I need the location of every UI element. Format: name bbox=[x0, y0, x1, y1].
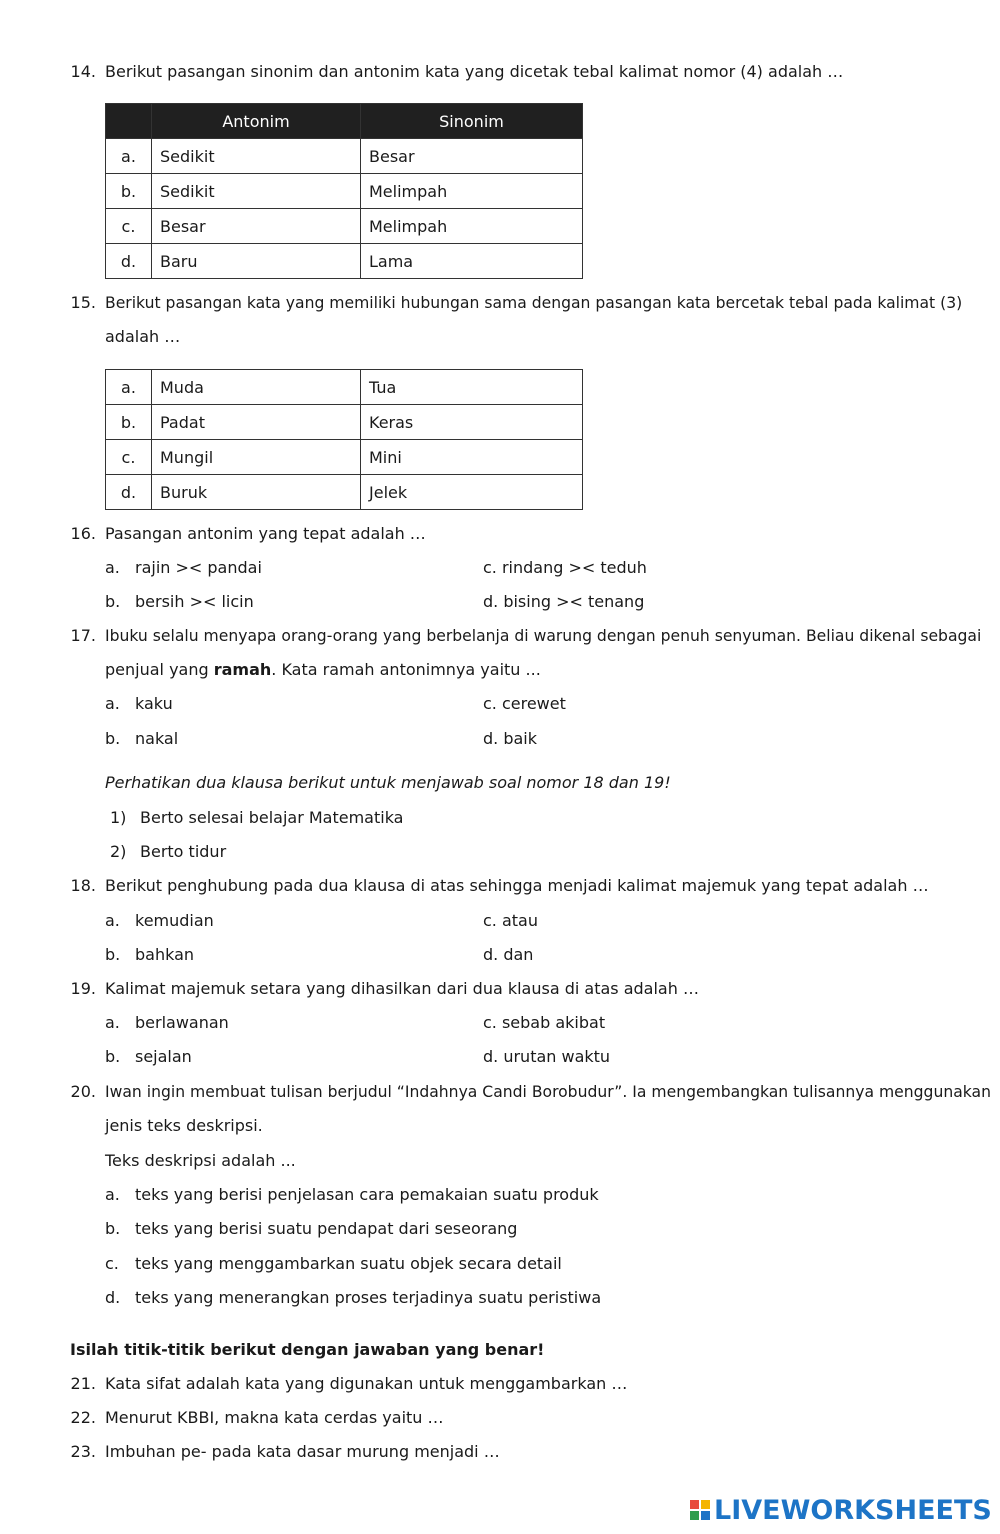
q18-option-c[interactable]: c. atau bbox=[483, 911, 538, 930]
clause-2-text: Berto tidur bbox=[140, 842, 227, 861]
q17-number: 17. bbox=[70, 626, 96, 645]
q17-line2-post: . Kata ramah antonimnya yaitu ... bbox=[271, 660, 541, 679]
option-antonim: Sedikit bbox=[152, 139, 361, 174]
q23-text: Imbuhan pe- pada kata dasar murung menjadi … bbox=[105, 1442, 500, 1461]
q15-table bbox=[105, 369, 583, 510]
option-letter: a. bbox=[106, 139, 152, 174]
q17-option-a-letter: a. bbox=[105, 694, 120, 713]
q14-number: 14. bbox=[70, 62, 96, 81]
option-letter: c. bbox=[106, 440, 152, 475]
q16-text: Pasangan antonim yang tepat adalah … bbox=[105, 524, 426, 543]
q18-option-a-letter: a. bbox=[105, 911, 120, 930]
fill-heading: Isilah titik-titik berikut dengan jawaban yang benar! bbox=[70, 1340, 545, 1359]
q18-option-b[interactable]: bahkan bbox=[135, 945, 195, 964]
clause-2-number: 2) bbox=[110, 842, 127, 861]
q18-number: 18. bbox=[70, 876, 96, 895]
q19-option-b[interactable]: sejalan bbox=[135, 1047, 192, 1066]
q17-text-line2 bbox=[105, 660, 541, 680]
q14-option-b[interactable] bbox=[106, 174, 583, 209]
logo-text: LIVEWORKSHEETS bbox=[714, 1494, 992, 1526]
option-word-1: Padat bbox=[152, 405, 361, 440]
q18-option-a[interactable]: kemudian bbox=[135, 911, 214, 930]
option-word-1: Mungil bbox=[152, 440, 361, 475]
q16-option-a[interactable]: rajin >< pandai bbox=[135, 558, 262, 577]
option-antonim: Baru bbox=[152, 244, 361, 279]
q21-text: Kata sifat adalah kata yang digunakan untuk menggambarkan … bbox=[105, 1374, 628, 1393]
q18-option-d[interactable]: d. dan bbox=[483, 945, 534, 964]
q17-option-b[interactable]: nakal bbox=[135, 729, 179, 748]
q16-option-b-letter: b. bbox=[105, 592, 121, 611]
option-antonim: Sedikit bbox=[152, 174, 361, 209]
q14-header-empty bbox=[106, 104, 152, 139]
q16-option-a-letter: a. bbox=[105, 558, 120, 577]
option-letter: d. bbox=[106, 475, 152, 510]
q14-text: Berikut pasangan sinonim dan antonim kata yang dicetak tebal kalimat nomor (4) adalah … bbox=[105, 62, 844, 81]
q19-text: Kalimat majemuk setara yang dihasilkan dari dua klausa di atas adalah … bbox=[105, 979, 699, 998]
q18-option-b-letter: b. bbox=[105, 945, 121, 964]
q22-number: 22. bbox=[70, 1408, 96, 1427]
q20-option-d-letter: d. bbox=[105, 1288, 121, 1307]
q15-option-c[interactable] bbox=[106, 440, 583, 475]
option-sinonim: Besar bbox=[361, 139, 583, 174]
q17-option-c[interactable]: c. cerewet bbox=[483, 694, 566, 713]
q20-option-b-letter: b. bbox=[105, 1219, 121, 1238]
q20-text-line3: Teks deskripsi adalah ... bbox=[105, 1151, 296, 1170]
q20-option-c[interactable]: teks yang menggambarkan suatu objek secara detail bbox=[135, 1254, 562, 1273]
option-word-2: Keras bbox=[361, 405, 583, 440]
q19-option-a-letter: a. bbox=[105, 1013, 120, 1032]
q14-table bbox=[105, 103, 583, 279]
q15-text-line1: Berikut pasangan kata yang memiliki hubungan sama dengan pasangan kata bercetak tebal pada kalimat (3) bbox=[105, 294, 963, 312]
q16-option-b[interactable]: bersih >< licin bbox=[135, 592, 254, 611]
q14-option-d[interactable] bbox=[106, 244, 583, 279]
q20-number: 20. bbox=[70, 1082, 96, 1101]
option-word-1: Muda bbox=[152, 370, 361, 405]
option-word-2: Jelek bbox=[361, 475, 583, 510]
liveworksheets-logo[interactable] bbox=[690, 1494, 992, 1526]
option-letter: b. bbox=[106, 405, 152, 440]
option-letter: d. bbox=[106, 244, 152, 279]
q19-option-a[interactable]: berlawanan bbox=[135, 1013, 229, 1032]
q14-header-sinonim: Sinonim bbox=[361, 104, 583, 139]
option-antonim: Besar bbox=[152, 209, 361, 244]
q14-option-a[interactable] bbox=[106, 139, 583, 174]
option-sinonim: Melimpah bbox=[361, 209, 583, 244]
q14-option-c[interactable] bbox=[106, 209, 583, 244]
q15-option-a[interactable] bbox=[106, 370, 583, 405]
instruction-18-19: Perhatikan dua klausa berikut untuk menjawab soal nomor 18 dan 19! bbox=[105, 773, 671, 792]
q14-header-antonim: Antonim bbox=[152, 104, 361, 139]
q19-option-c[interactable]: c. sebab akibat bbox=[483, 1013, 606, 1032]
q15-option-b[interactable] bbox=[106, 405, 583, 440]
q19-number: 19. bbox=[70, 979, 96, 998]
q21-number: 21. bbox=[70, 1374, 96, 1393]
option-letter: a. bbox=[106, 370, 152, 405]
q17-text-line1: Ibuku selalu menyapa orang-orang yang berbelanja di warung dengan penuh senyuman. Beliau dikenal sebagai bbox=[105, 627, 982, 645]
q16-option-c[interactable]: c. rindang >< teduh bbox=[483, 558, 647, 577]
q20-text-line2: jenis teks deskripsi. bbox=[105, 1116, 263, 1135]
q15-number: 15. bbox=[70, 293, 96, 312]
q20-option-b[interactable]: teks yang berisi suatu pendapat dari seseorang bbox=[135, 1219, 518, 1238]
option-sinonim: Lama bbox=[361, 244, 583, 279]
q23-number: 23. bbox=[70, 1442, 96, 1461]
q15-text-line2: adalah … bbox=[105, 327, 181, 346]
option-word-1: Buruk bbox=[152, 475, 361, 510]
q18-text: Berikut penghubung pada dua klausa di atas sehingga menjadi kalimat majemuk yang tepat adalah … bbox=[105, 876, 929, 895]
option-letter: b. bbox=[106, 174, 152, 209]
q20-text-line1: Iwan ingin membuat tulisan berjudul “Indahnya Candi Borobudur”. Ia mengembangkan tulisannya menggunakan bbox=[105, 1083, 991, 1101]
q20-option-d[interactable]: teks yang menerangkan proses terjadinya suatu peristiwa bbox=[135, 1288, 602, 1307]
q17-line2-pre: penjual yang bbox=[105, 660, 214, 679]
q17-option-b-letter: b. bbox=[105, 729, 121, 748]
q16-number: 16. bbox=[70, 524, 96, 543]
q17-bold-word: ramah bbox=[213, 660, 272, 679]
clause-1-text: Berto selesai belajar Matematika bbox=[140, 808, 404, 827]
q17-option-a[interactable]: kaku bbox=[135, 694, 173, 713]
q19-option-d[interactable]: d. urutan waktu bbox=[483, 1047, 611, 1066]
q15-option-d[interactable] bbox=[106, 475, 583, 510]
q20-option-a-letter: a. bbox=[105, 1185, 120, 1204]
q14-table-header bbox=[106, 104, 583, 139]
q19-option-b-letter: b. bbox=[105, 1047, 121, 1066]
option-sinonim: Melimpah bbox=[361, 174, 583, 209]
option-letter: c. bbox=[106, 209, 152, 244]
option-word-2: Tua bbox=[361, 370, 583, 405]
q22-text: Menurut KBBI, makna kata cerdas yaitu … bbox=[105, 1408, 444, 1427]
q20-option-a[interactable]: teks yang berisi penjelasan cara pemakaian suatu produk bbox=[135, 1185, 599, 1204]
logo-blocks-icon bbox=[690, 1500, 710, 1520]
q16-option-d[interactable]: d. bising >< tenang bbox=[483, 592, 645, 611]
q20-option-c-letter: c. bbox=[105, 1254, 119, 1273]
clause-1-number: 1) bbox=[110, 808, 127, 827]
option-word-2: Mini bbox=[361, 440, 583, 475]
q17-option-d[interactable]: d. baik bbox=[483, 729, 537, 748]
